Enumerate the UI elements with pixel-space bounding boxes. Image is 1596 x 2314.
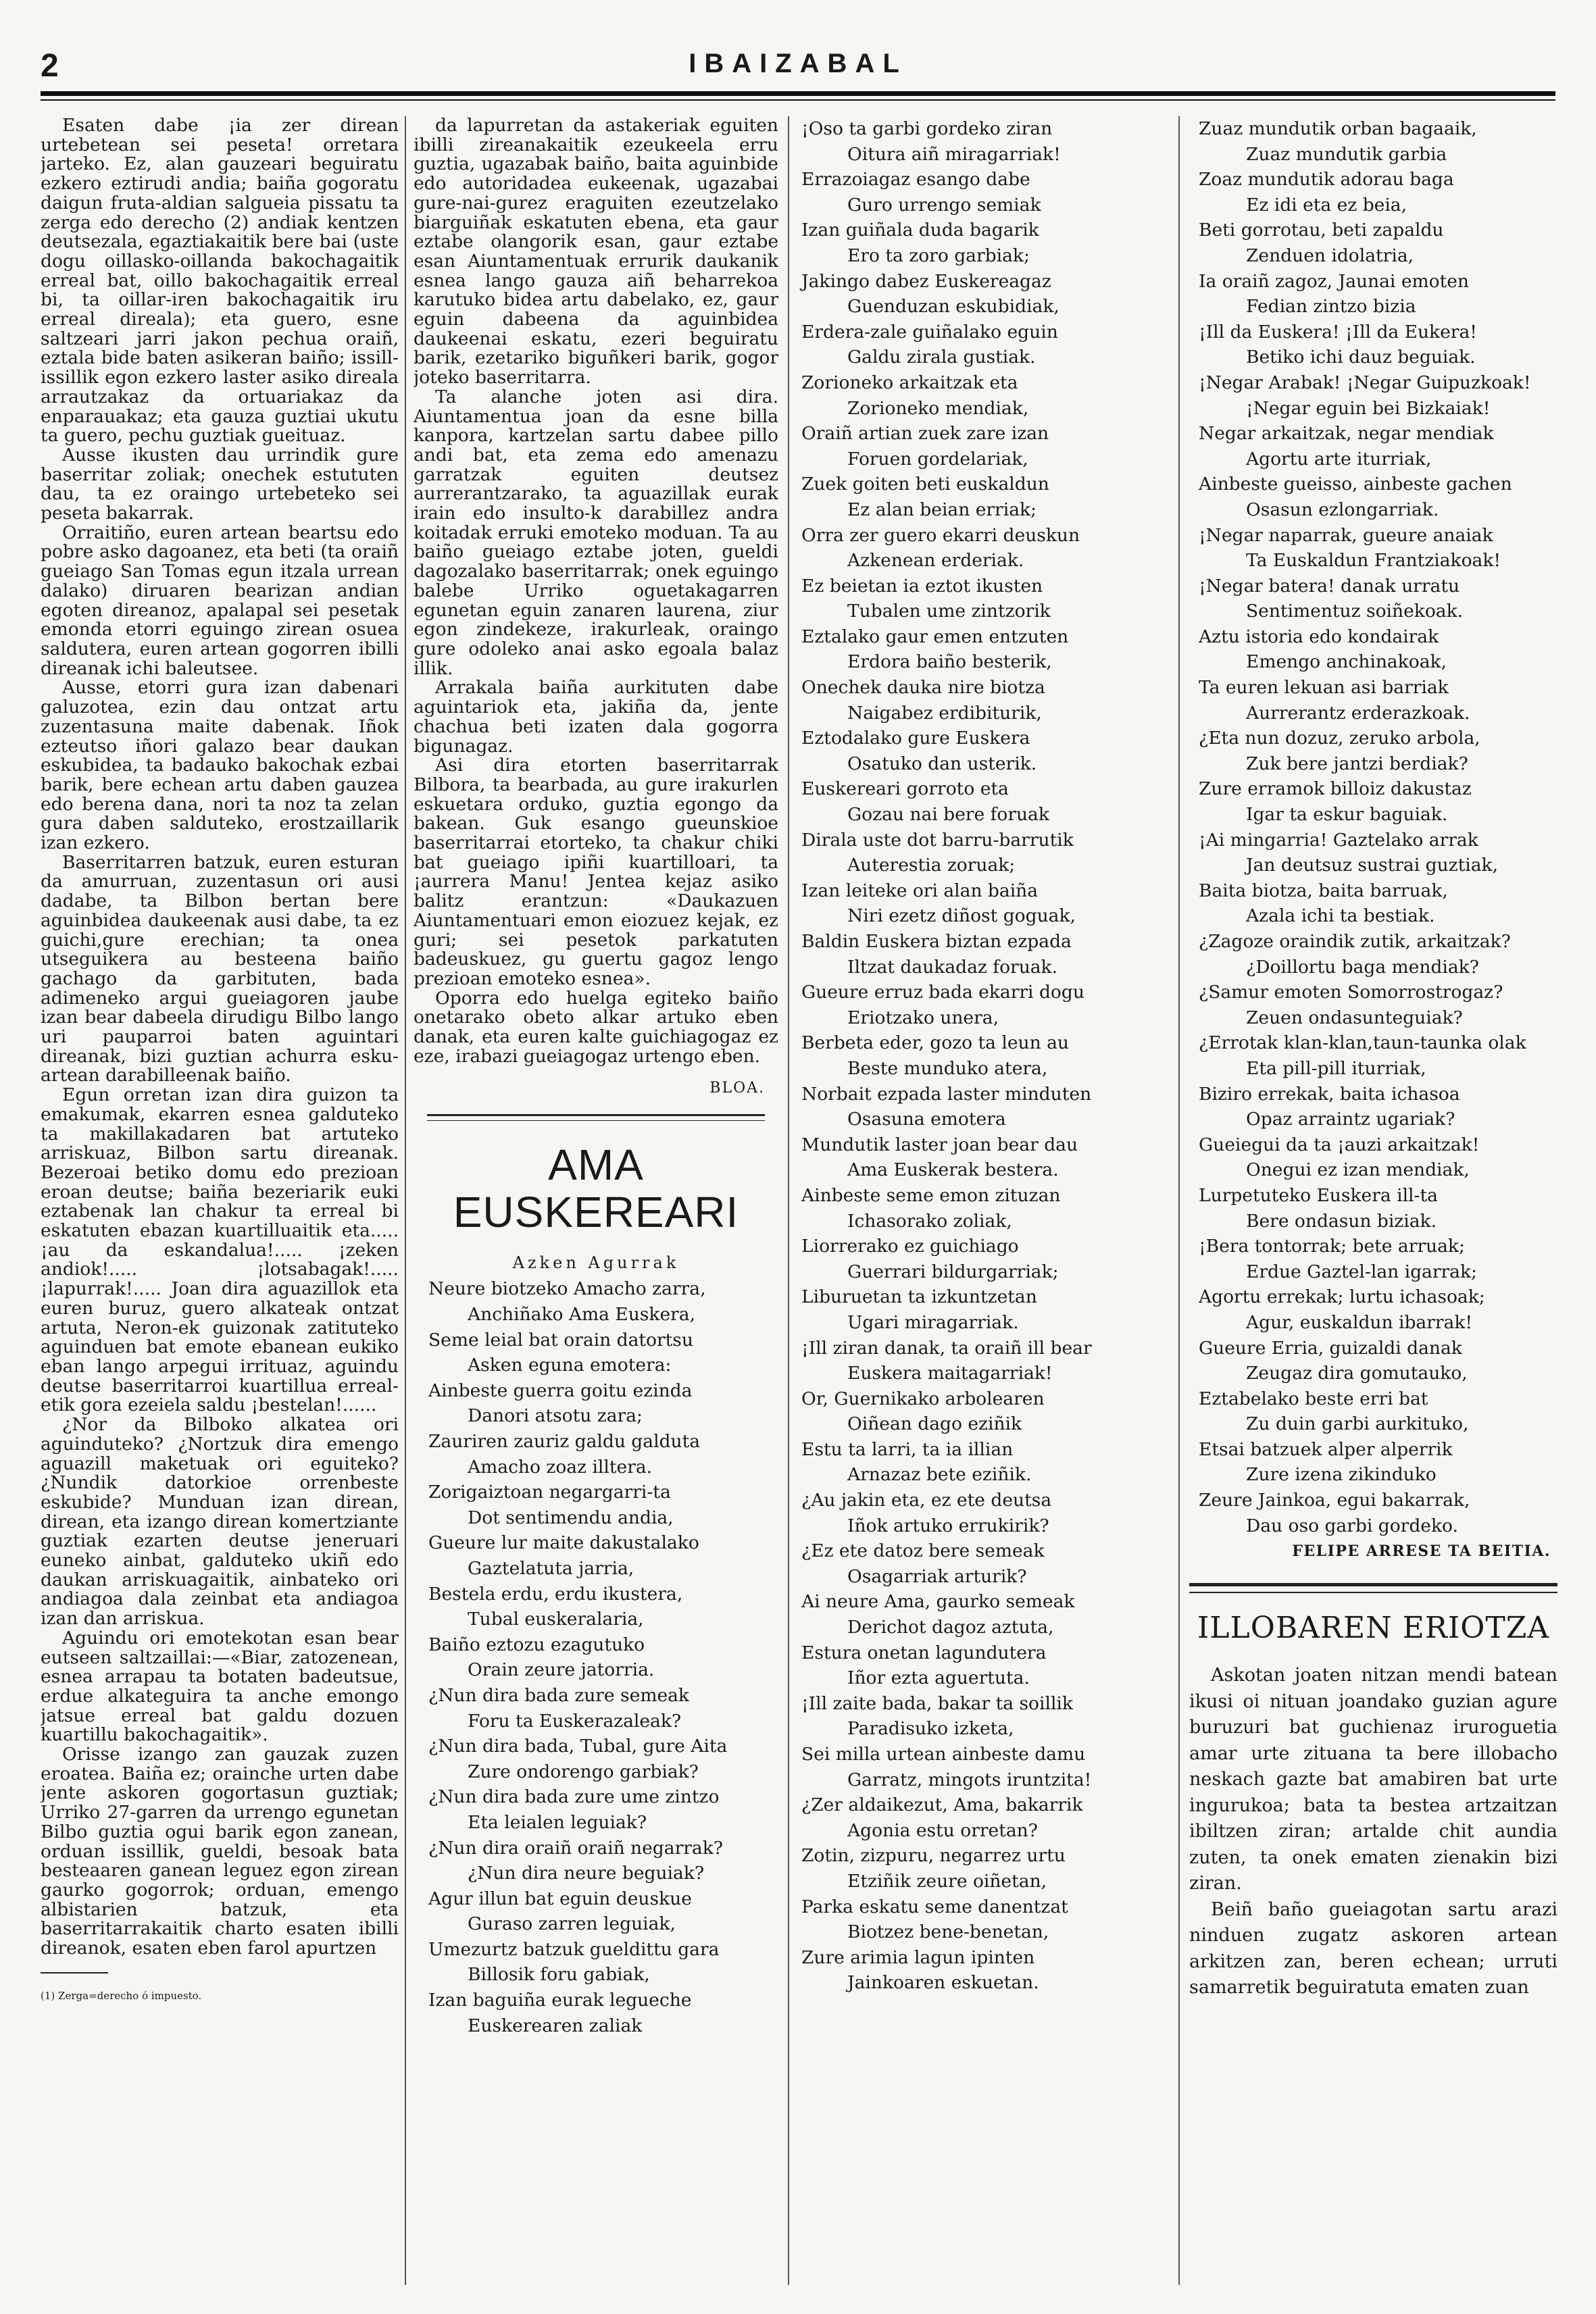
poem-line: Etsai batzuek alper alperrik bbox=[1199, 1438, 1453, 1460]
poem-line: Ugari miragarriak. bbox=[847, 1311, 1019, 1333]
poem-line: Neure biotzeko Amacho zarra, bbox=[428, 1278, 706, 1300]
column-divider bbox=[1178, 116, 1180, 2285]
paragraph: Asi dira etorten baserritarrak Bilbora, ta bearbada, au gure irakurlen eskuetara orduko, guztia egongo da bakean. Guk esango gueunskioe baserritarrai etorteko, ta chakur chiki bat gueiago ipiñi kuartilloari, ta ¡aurrera Manu! Jentea kejaz asiko balitz erantzun: «Daukazuen Aiuntamentuari emon eiozuez kejak, ez guri; sei pesetok parkatuten badeuskuez, gu guertu gagoz lengo prezioan emoteko esnea». bbox=[414, 755, 778, 989]
article-title: ILLOBAREN ERIOTZA bbox=[1197, 1611, 1550, 1646]
poem-line: Foru ta Euskerazaleak? bbox=[468, 1710, 682, 1732]
poem-line: Zuek goiten beti euskaldun bbox=[801, 474, 1049, 495]
poem-line: ¿Nun dira bada, Tubal, gure Aita bbox=[428, 1736, 728, 1757]
column-divider bbox=[788, 116, 789, 2285]
poem-subtitle: Azken Agurrak bbox=[512, 1253, 680, 1273]
poem-line: Eztodalako gure Euskera bbox=[801, 728, 1030, 749]
poem-line: Errazoiagaz esango dabe bbox=[801, 169, 1030, 191]
poem-line: Agur, euskaldun ibarrak! bbox=[1246, 1311, 1473, 1333]
poem-line: Betiko ichi dauz beguiak. bbox=[1246, 347, 1476, 368]
poem-line: Opaz arraintz ugariak? bbox=[1246, 1109, 1455, 1130]
poem-line: Ainbeste seme emon zituzan bbox=[801, 1184, 1061, 1206]
poem-line: Oitura aiñ miragarriak! bbox=[847, 143, 1061, 165]
poem-line: Liorrerako ez guichiago bbox=[801, 1236, 1019, 1257]
poem-line: ¡Negar batera! danak urratu bbox=[1199, 575, 1460, 597]
poem-line: ¡Bera tontorrak; bete arruak; bbox=[1199, 1236, 1465, 1257]
poem-line: Sei milla urtean ainbeste damu bbox=[801, 1744, 1086, 1765]
poem-line: Umezurtz batzuk gueldittu gara bbox=[428, 1938, 720, 1960]
paragraph: Ausse, etorri gura izan dabenari galuzotea, ezin dau ontzat artu zuzentasuna maite dabenak. Iñok ezteutso iñori galazo bear daukan eskubidea, ta badauko bakochak ezbai barik, bere echean artu daben gauzea edo berena dana, nori ta noz ta zelan gura daben salduteko, erostzaillarik izan ezkero. bbox=[41, 677, 399, 854]
poem-line: ¿Au jakin eta, ez ete deutsa bbox=[801, 1490, 1052, 1511]
poem-line: Zorioneko mendiak, bbox=[847, 397, 1029, 419]
poem-line: Eta pill-pill iturriak, bbox=[1246, 1057, 1426, 1079]
header-rule-thin bbox=[41, 99, 1555, 101]
poem-line: Zorigaiztoan negargarri-ta bbox=[428, 1482, 671, 1503]
poem-line: Ero ta zoro garbiak; bbox=[847, 245, 1030, 266]
poem-line: Foruen gordelariak, bbox=[847, 448, 1028, 470]
poem-line: Paradisuko izketa, bbox=[847, 1718, 1014, 1740]
paragraph: Baserritarren batzuk, euren esturan da amurruan, zuzentasun ori ausi dadabe, ta Bilbon bertan bere aguinbidea daukeenak ausi dabe, ta ez guichi,gure erechian; ta onea utseguikera au besteena baiño gachago da garbituten, bada adimeneko argui gueiagoren jaube izan bear dabeela dirudigu Bilbo lango uri pauparroi baten aguintari direanak, bizi guztian achurra esku-artean darabilleenak baiño. bbox=[41, 851, 399, 1086]
poem-line: Ez idi eta ez beia, bbox=[1246, 194, 1407, 216]
poem-line: Mundutik laster joan bear dau bbox=[801, 1134, 1078, 1155]
poem-line: Zenduen idolatria, bbox=[1246, 245, 1414, 266]
poem-line: Orra zer guero ekarri deuskun bbox=[801, 524, 1080, 546]
poem-line: Azkenean erderiak. bbox=[847, 550, 1024, 572]
section-divider-thin bbox=[427, 1120, 765, 1121]
poem-line: Erdora baiño besterik, bbox=[847, 651, 1052, 673]
paragraph: da lapurretan da astakeriak eguiten ibilli zireanakaitik ezeukeela erru guztia, ugazabak baiño, baita aguinbide edo autoridadea eukeenak, ugazabai gure-nai-gurez eraguiten ezeutzelako biarguiñak eskatuten ebena, eta gaur eztabe olangorik esan, gaur eztabe esan Aiuntamentuak errurik daukanik esnea lango gauza aiñ beharrekoa karutuko bidea artu dabelako, ez, gaur eguin dabeena da aguinbidea daukeenai eskatu, ezeri beguiratu barik, ezetariko biguñkeri barik, gogor joteko baserritarra. bbox=[414, 116, 778, 388]
poem-line: Asken eguna emotera: bbox=[468, 1355, 672, 1376]
poem-line: Izan baguiña eurak legueche bbox=[428, 1990, 692, 2011]
poem-line: Eta leialen leguiak? bbox=[468, 1811, 647, 1833]
poem bbox=[797, 116, 1162, 1996]
poem-line: Liburuetan ta izkuntzetan bbox=[801, 1286, 1037, 1308]
poem-line: Seme leial bat orain datortsu bbox=[428, 1329, 693, 1351]
poem-line: Zeugaz dira gomutauko, bbox=[1246, 1363, 1468, 1384]
poem-line: Norbait ezpada laster minduten bbox=[801, 1083, 1092, 1105]
poem-line: Bere ondasun biziak. bbox=[1246, 1210, 1437, 1232]
masthead: IBAIZABAL bbox=[689, 49, 907, 78]
paragraph: Ausse ikusten dau urrindik gure baserritar zoliak; onechek estututen dau, ta ez oraingo urtebeteko sei peseta bakarrak. bbox=[41, 444, 399, 524]
poem-line: Erdera-zale guiñalako eguin bbox=[801, 321, 1058, 343]
poem-line: Zotin, zizpuru, negarrez urtu bbox=[801, 1845, 1066, 1867]
poem-line: Agonia estu orretan? bbox=[847, 1819, 1038, 1841]
paragraph: Egun orretan izan dira guizon ta emakumak, ekarren esnea galduteko ta makillakadaren bat artuteko arriskuaz, Bilbon sartu direanak. Bezeroai betiko domu edo prezioan eroan deutse; baiña bezeriarik euki eztabenak lan chakur ta erreal bi eskatuten ebazan kuartilluaitik eta..... ¡au da eskandalua!..... ¡zeken andiok!..... ¡lotsabagak!..... ¡lapurrak!..... Joan dira aguazillok eta euren buruz, guero alkateak ontzat artuta, Neron-ek guizonak zatituteko aguinduen bat emote ebanean eukiko eban lango arpegui irrituaz, aguindu deutse baserritarroi kuartillua erreal-etik gora ezeiela saldu ¡bestelan!...... bbox=[41, 1084, 399, 1416]
poem-line: ¡Ill ziran danak, ta oraiñ ill bear bbox=[801, 1337, 1092, 1359]
poem-author: FELIPE ARRESE TA BEITIA. bbox=[1292, 1542, 1551, 1561]
poem-line: Zorioneko arkaitzak eta bbox=[801, 372, 1018, 393]
poem-line: Zuaz mundutik garbia bbox=[1246, 143, 1447, 165]
paragraph: Askotan joaten nitzan mendi batean ikusi oi nituan joandako guzian agure buruzuri bat guchienaz iruroguetia amar urte zituana ta bere illobacho neskach gazte bat amabiren bat urte ingurukoa; bata ta bestea artzaitzan ibiltzen ziran; artalde chit aundia zuten, ta onek ematen zienakin bizi ziran. bbox=[1189, 1665, 1557, 1894]
poem-line: ¡Negar Arabak! ¡Negar Guipuzkoak! bbox=[1199, 372, 1531, 393]
poem-line: ¿Nun dira bada zure ume zintzo bbox=[428, 1786, 720, 1808]
poem-line: Fedian zintzo bizia bbox=[1246, 296, 1416, 318]
poem-line: Ta euren lekuan asi barriak bbox=[1199, 677, 1449, 699]
poem-line: Danori atsotu zara; bbox=[468, 1405, 643, 1427]
article-signature: BLOA. bbox=[709, 1080, 765, 1097]
poem-line: Osasuna emotera bbox=[847, 1109, 1006, 1130]
poem-line: Oiñean dago eziñik bbox=[847, 1413, 1022, 1435]
poem-line: Auterestia zoruak; bbox=[847, 855, 1016, 876]
paragraph: Arrakala baiña aurkituten dabe aguintariok eta, jakiña da, jente chachua beti izaten dala gogorra bigunagaz. bbox=[414, 677, 778, 757]
poem-line: Zure izena zikinduko bbox=[1246, 1464, 1437, 1486]
poem-line: Eztalako gaur emen entzuten bbox=[801, 626, 1069, 647]
poem-line: Guenduzan eskubidiak, bbox=[847, 296, 1059, 318]
poem-line: Eztabelako beste erri bat bbox=[1199, 1388, 1428, 1409]
footnote-rule bbox=[41, 1972, 108, 1973]
poem-line: Parka eskatu seme danentzat bbox=[801, 1896, 1068, 1917]
poem-line: ¿Eta nun dozuz, zeruko arbola, bbox=[1199, 728, 1480, 749]
poem-line: Garratz, mingots iruntzita! bbox=[847, 1769, 1092, 1790]
poem-line: ¿Zagoze oraindik zutik, arkaitzak? bbox=[1199, 931, 1511, 952]
poem-line: Guerrari bildurgarriak; bbox=[847, 1261, 1059, 1282]
poem-line: Izan guiñala duda bagarik bbox=[801, 220, 1039, 241]
poem-line: Aztu istoria edo kondairak bbox=[1199, 626, 1439, 647]
poem-line: Galdu zirala gustiak. bbox=[847, 347, 1036, 368]
poem-line: ¿Nun dira bada zure semeak bbox=[428, 1684, 689, 1706]
poem-line: Billosik foru gabiak, bbox=[468, 1964, 650, 1986]
column-1 bbox=[41, 116, 399, 2288]
poem bbox=[1189, 116, 1557, 1538]
poem-line: Agur illun bat eguin deuskue bbox=[428, 1888, 692, 1909]
poem-line: Arnazaz bete eziñik. bbox=[847, 1464, 1032, 1486]
header-rule bbox=[41, 91, 1555, 96]
poem-line: Niri ezetz diñost goguak, bbox=[847, 905, 1076, 927]
poem-line: Iltzat daukadaz foruak. bbox=[847, 956, 1058, 978]
poem-line: ¡Ai mingarria! Gaztelako arrak bbox=[1199, 829, 1478, 851]
poem-line: Ta Euskaldun Frantziakoak! bbox=[1246, 550, 1501, 572]
poem-line: ¡Oso ta garbi gordeko ziran bbox=[801, 118, 1053, 139]
poem-line: Oraiñ artian zuek zare izan bbox=[801, 423, 1049, 445]
poem-line: Negar arkaitzak, negar mendiak bbox=[1199, 423, 1494, 445]
poem-line: Jan deutsuz sustrai guztiak, bbox=[1246, 855, 1499, 876]
page-number: 2 bbox=[41, 48, 59, 84]
poem-line: Naigabez erdibiturik, bbox=[847, 702, 1042, 724]
poem-line: Jakingo dabez Euskereagaz bbox=[801, 270, 1051, 292]
poem-line: Biziro errekak, baita ichasoa bbox=[1199, 1083, 1460, 1105]
section-divider-thin bbox=[1189, 1592, 1557, 1593]
poem-line: Izan leiteke ori alan baiña bbox=[801, 880, 1039, 901]
paragraph: ¿Nor da Bilboko alkatea ori aguinduteko? ¿Nortzuk dira emengo aguazill maketuak ori eguiteko? ¿Nundik datorkioe orrenbeste eskubide? Munduan izan direan, direan, eta izango direan komertziante guztiak ezarten deutse jeneruari euneko ainbat, galduteko ukiñ edo daukan arriskuagaitik, ainbateko ori andiagoa dala zeinbat eta andiagoa izan dan arriskua. bbox=[41, 1414, 399, 1630]
poem-line: Zure ondorengo garbiak? bbox=[468, 1761, 699, 1782]
poem-line: Guro urrengo semiak bbox=[847, 194, 1041, 216]
poem-line: Gozau nai bere foruak bbox=[847, 804, 1049, 826]
poem-line: Zauriren zauriz galdu galduta bbox=[428, 1431, 701, 1453]
poem-line: Or, Guernikako arbolearen bbox=[801, 1388, 1045, 1409]
poem-line: Iñok artuko errukirik? bbox=[847, 1515, 1049, 1536]
poem-line: Zeuen ondasunteguiak? bbox=[1246, 1007, 1463, 1028]
poem-line: Gaztelatuta jarria, bbox=[468, 1557, 634, 1579]
column-3 bbox=[797, 116, 1162, 2288]
poem-line: Gueure lur maite dakustalako bbox=[428, 1532, 699, 1554]
poem-line: Agortu arte iturriak, bbox=[1246, 448, 1432, 470]
poem-line: Beste munduko atera, bbox=[847, 1057, 1048, 1079]
poem-line: Derichot dagoz aztuta, bbox=[847, 1617, 1054, 1638]
article-body bbox=[414, 116, 778, 1066]
article-body bbox=[41, 116, 399, 1959]
poem-line: Zuaz mundutik orban bagaaik, bbox=[1199, 118, 1477, 139]
column-divider bbox=[405, 116, 406, 2285]
poem-line: ¡Negar naparrak, gueure anaiak bbox=[1199, 524, 1493, 546]
poem-line: Orain zeure jatorria. bbox=[468, 1659, 655, 1681]
poem-line: Amacho zoaz illtera. bbox=[468, 1456, 653, 1478]
poem-line: Zu duin garbi aurkituko, bbox=[1246, 1413, 1469, 1435]
poem-line: Baldin Euskera biztan ezpada bbox=[801, 931, 1072, 952]
poem-line: Guraso zarren leguiak, bbox=[468, 1913, 676, 1935]
poem-line: Dot sentimendu andia, bbox=[468, 1507, 674, 1528]
poem-line: Tubalen ume zintzorik bbox=[847, 601, 1051, 622]
paragraph: Esaten dabe ¡ia zer direan urtebetean sei peseta! orretara jarteko. Ez, alan gauzeari beguiratu ezkero eztirudi andia; baiña gogoratu daigun fruta-aldian salgueia pissatu ta zerga edo derecho (2) andiak kentzen deutsezala, egaztiakaitik bere bai (uste dogu oillasko-oillanda bakochagaitik erreal bat, oillo bakochagaitik erreal bi, ta oillar-iren bakochagaitik iru erreal direala); eta guero, esne saltzeari jarri jakon pechua oraiñ, eztala bide baten asikeran baiño; issill-issillik egon ezkero laster asiko direala arrautzakaz da ortuariakaz da enparauakaz; eta gauza guztiai ukutu ta guero, pechu guztiak gueituaz. bbox=[41, 116, 399, 447]
poem-line: Estura onetan lagundutera bbox=[801, 1642, 1047, 1663]
poem-line: Baiño eztozu ezagutuko bbox=[428, 1634, 645, 1655]
poem bbox=[414, 1276, 778, 2038]
poem-line: Ez alan beian erriak; bbox=[847, 499, 1037, 520]
section-divider bbox=[427, 1114, 765, 1116]
poem-line: Erdue Gaztel-lan igarrak; bbox=[1246, 1261, 1477, 1282]
poem-line: Zure arimia lagun ipinten bbox=[801, 1946, 1035, 1968]
poem-line: ¿Nun dira neure beguiak? bbox=[468, 1863, 705, 1884]
poem-line: Euskerearen zaliak bbox=[468, 2015, 643, 2036]
poem-line: Igar ta eskur baguiak. bbox=[1246, 804, 1448, 826]
paragraph: Oporra edo huelga egiteko baiño onetarako obeto alkar artuko eben danak, eta euren kalte guichiagogaz ez eze, irabazi gueiagogaz urtengo eben. bbox=[414, 987, 778, 1067]
poem-line: Berbeta eder, gozo ta leun au bbox=[801, 1032, 1069, 1054]
poem-line: Onechek dauka nire biotza bbox=[801, 677, 1045, 699]
poem-line: ¿Samur emoten Somorrostrogaz? bbox=[1199, 982, 1503, 1003]
poem-line: Lurpetuteko Euskera ill-ta bbox=[1199, 1184, 1438, 1206]
poem-line: ¡Ill da Euskera! ¡Ill da Eukera! bbox=[1199, 321, 1477, 343]
article-body bbox=[1189, 1663, 1557, 2001]
poem-line: Azala ichi ta bestiak. bbox=[1246, 905, 1435, 927]
poem-line: ¿Nun dira oraiñ oraiñ negarrak? bbox=[428, 1837, 723, 1859]
poem-line: Ama Euskerak bestera. bbox=[847, 1159, 1059, 1181]
poem-line: Aurrerantz erderazkoak. bbox=[1246, 702, 1470, 724]
poem-line: Jainkoaren eskuetan. bbox=[847, 1972, 1039, 1994]
poem-line: Iñor ezta aguertuta. bbox=[847, 1667, 1030, 1689]
poem-line: Baita biotza, baita barruak, bbox=[1199, 880, 1448, 901]
poem-line: Estu ta larri, ta ia illian bbox=[801, 1438, 1014, 1460]
poem-line: ¡Ill zaite bada, bakar ta soillik bbox=[801, 1692, 1073, 1714]
footnote: (1) Zerga=derecho ó impuesto. bbox=[41, 1989, 202, 2002]
poem-line: Onegui ez izan mendiak, bbox=[1246, 1159, 1470, 1181]
poem-line: Emengo anchinakoak, bbox=[1246, 651, 1447, 673]
poem-line: Osatuko dan usterik. bbox=[847, 753, 1037, 774]
column-4 bbox=[1189, 116, 1557, 2288]
poem-line: Ichasorako zoliak, bbox=[847, 1210, 1012, 1232]
poem-line: ¡Negar eguin bei Bizkaiak! bbox=[1246, 397, 1491, 419]
poem-line: Ainbeste guerra goitu ezinda bbox=[428, 1380, 693, 1401]
poem-line: Bestela erdu, erdu ikustera, bbox=[428, 1583, 683, 1605]
poem-line: Zeure Jainkoa, egui bakarrak, bbox=[1199, 1490, 1470, 1511]
column-2 bbox=[414, 116, 778, 2288]
poem-line: Eriotzako unera, bbox=[847, 1007, 999, 1028]
poem-line: Dau oso garbi gordeko. bbox=[1246, 1515, 1458, 1536]
poem-line: Euskereari gorroto eta bbox=[801, 778, 1009, 800]
paragraph: Orisse izango zan gauzak zuzen eroatea. Baiña ez; orainche urten dabe jente askoren gogortasun guztiak; Urriko 27-garren da urrengo egunetan Bilbo guztia ogui barik egon zanean, orduan issillik, gueldi, besoak bata besteaaren ganean leguez egon zirean gaurko gogorrok; orduan, emengo albistarien batzuk, eta baserritarrakaitik charto esaten ibilli direanok, esaten eben farol apurtzen bbox=[41, 1744, 399, 1959]
poem-line: Ia oraiñ zagoz, Jaunai emoten bbox=[1199, 270, 1469, 292]
paragraph: Orraitiño, euren artean beartsu edo pobre asko dagoanez, eta beti (ta oraiñ gueiago San Tomas egun itzala urrean dalako) diruaren bearizan andian egoten direanoz, apalapal sei pesetak emonda etorri eguingo zirean osuea saldutera, euren artean gogorren ibilli direanak ichi baleutsee. bbox=[41, 522, 399, 679]
poem-line: Sentimentuz soiñekoak. bbox=[1246, 601, 1464, 622]
poem-line: Tubal euskeralaria, bbox=[468, 1609, 644, 1630]
poem-line: Agortu errekak; lurtu ichasoak; bbox=[1199, 1286, 1485, 1308]
poem-line: ¿Zer aldaikezut, Ama, bakarrik bbox=[801, 1794, 1083, 1816]
section-divider bbox=[1189, 1583, 1557, 1586]
poem-line: Gueiegui da ta ¡auzi arkaitzak! bbox=[1199, 1134, 1480, 1155]
poem-line: Zoaz mundutik adorau baga bbox=[1199, 169, 1454, 191]
poem-line: ¿Ez ete datoz bere semeak bbox=[801, 1540, 1045, 1562]
poem-line: Zure erramok billoiz dakustaz bbox=[1199, 778, 1472, 800]
poem-line: Ainbeste gueisso, ainbeste gachen bbox=[1199, 474, 1512, 495]
poem-line: Etziñik zeure oiñetan, bbox=[847, 1870, 1047, 1892]
paragraph: Ta alanche joten asi dira. Aiuntamentua joan da esne billa kanpora, kartzelan sartu dabee pillo andi bat, eta zema edo amenazu garratzak eguiten deutsez aurrerantzarako, ta aguazillak eurak irain edo insulto-k darabillez andra koitadak erruki emoteko moduan. Ta au baiño gueiago eztabe joten, gueldi dagozalako baserritarrak; onek eguingo balebe Urriko oguetakagarren egunetan eguin zanaren laurena, ziur egon zindekeze, irakurleak, oraingo gure odoleko anai asko egoala balaz illik. bbox=[414, 386, 778, 679]
poem-line: Anchiñako Ama Euskera, bbox=[468, 1304, 696, 1326]
poem-line: Osasun ezlongarriak. bbox=[1246, 499, 1439, 520]
poem-line: Ez beietan ia eztot ikusten bbox=[801, 575, 1043, 597]
poem-line: Gueure Erria, guizaldi danak bbox=[1199, 1337, 1462, 1359]
poem-line: Osagarriak arturik? bbox=[847, 1565, 1027, 1587]
poem-title: AMA EUSKEREARI bbox=[453, 1140, 739, 1237]
poem-line: Ai neure Ama, gaurko semeak bbox=[801, 1591, 1075, 1613]
poem-line: Dirala uste dot barru-barrutik bbox=[801, 829, 1074, 851]
poem-line: Zuk bere jantzi berdiak? bbox=[1246, 753, 1468, 774]
poem-line: ¿Doillortu baga mendiak? bbox=[1246, 956, 1479, 978]
poem-line: Gueure erruz bada ekarri dogu bbox=[801, 982, 1084, 1003]
paragraph: Aguindu ori emotekotan esan bear eutseen saltzaillai:—«Biar, zatozenean, esnea arrapau ta botaten badeutsue, erdue alkateguira ta anche emongo jatsue erreal bat galdu dozuen kuartillu bakochagaitik». bbox=[41, 1627, 399, 1746]
paragraph: Beiñ baño gueiagotan sartu arazi ninduen zugatz askoren artean arkitzen zan, beren echean; urruti samarretik beguiratuta ematen zuan bbox=[1189, 1898, 1557, 1998]
poem-line: Euskera maitagarriak! bbox=[847, 1363, 1053, 1384]
poem-line: Beti gorrotau, beti zapaldu bbox=[1199, 220, 1444, 241]
poem-line: Biotzez bene-benetan, bbox=[847, 1921, 1049, 1943]
poem-line: ¿Errotak klan-klan,taun-taunka olak bbox=[1199, 1032, 1526, 1054]
